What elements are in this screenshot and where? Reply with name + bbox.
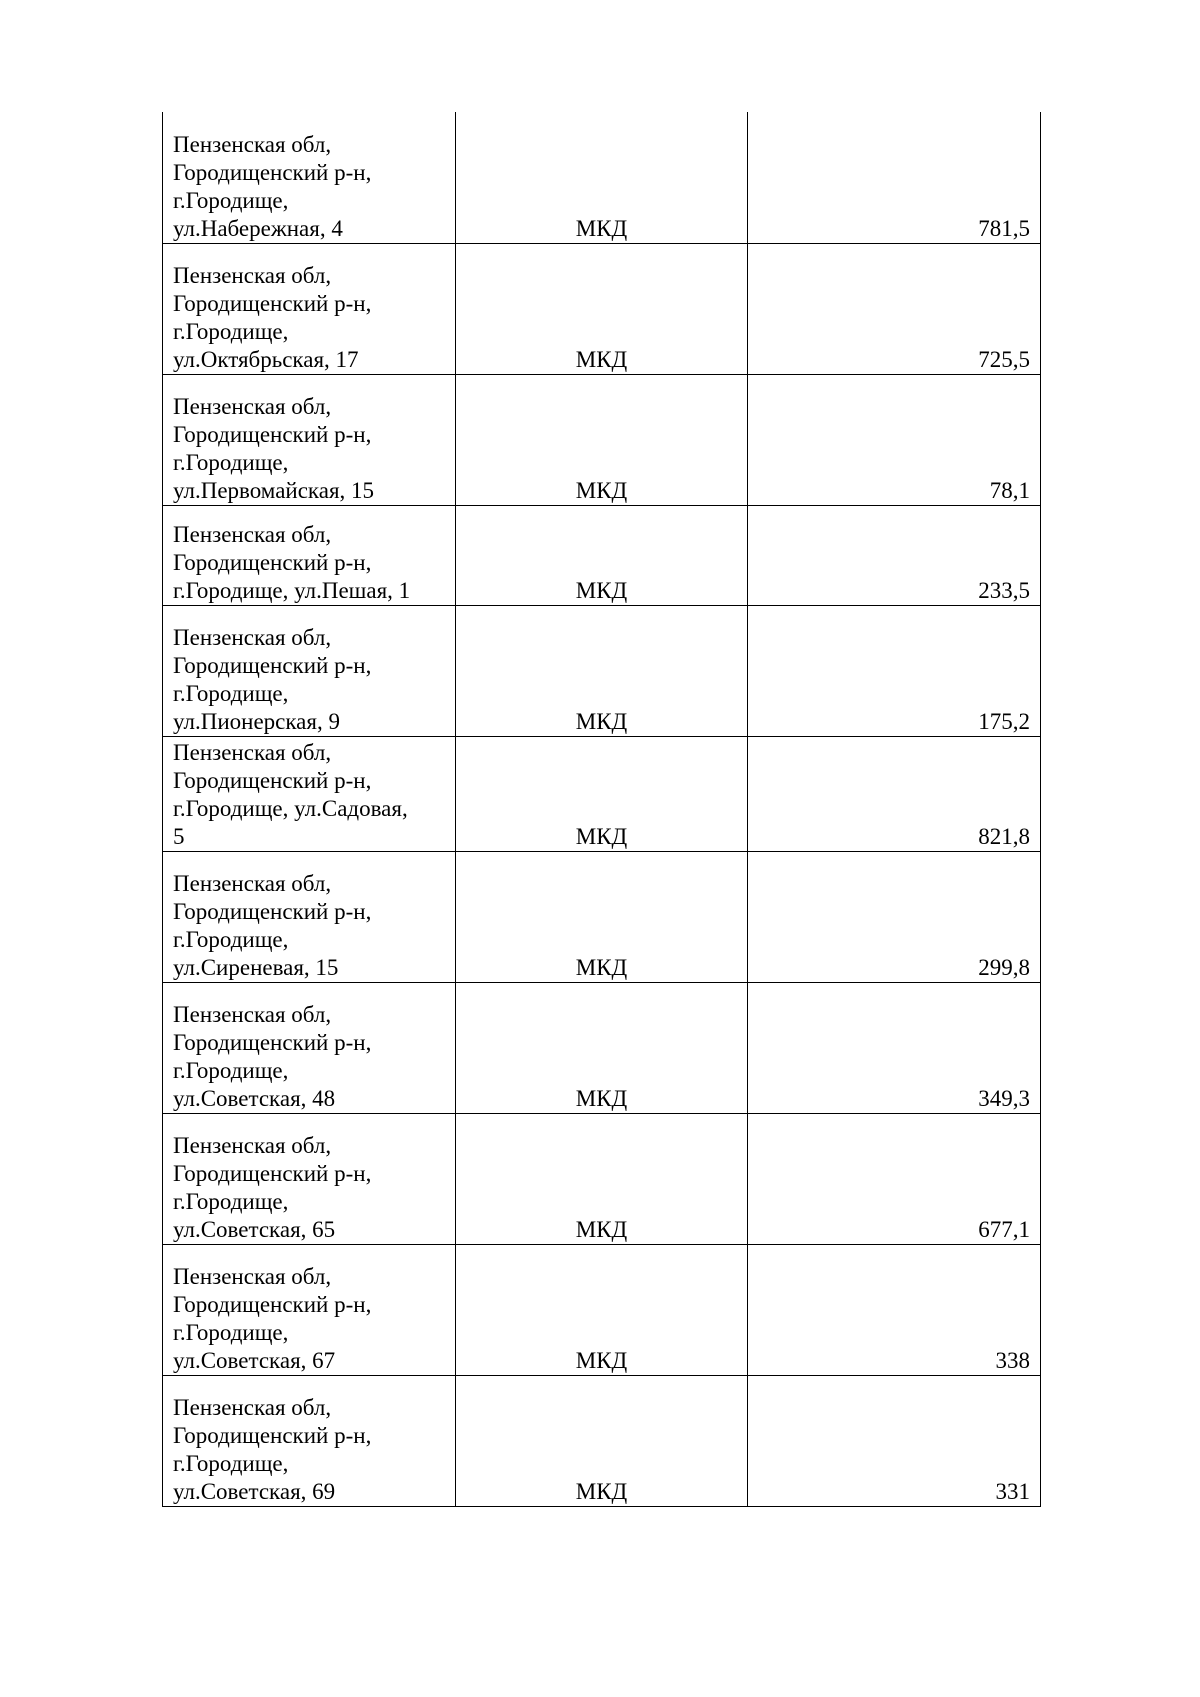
address-cell (163, 1113, 456, 1244)
object-type-cell: МКД (456, 112, 748, 243)
table-row (163, 605, 1041, 736)
address-line: Городищенский р-н, (173, 1029, 372, 1055)
address-line: Городищенский р-н, (173, 767, 372, 793)
address-line: Городищенский р-н, (173, 159, 372, 185)
address-line: ул.Сиреневая, 15 (173, 954, 339, 980)
address-line: г.Городище, ул.Пешая, 1 (173, 577, 411, 603)
address-line: г.Городище, (173, 680, 289, 706)
table-row (163, 1113, 1041, 1244)
address-line: Городищенский р-н, (173, 1291, 372, 1317)
address-line: ул.Советская, 48 (173, 1085, 336, 1111)
object-type-cell: МКД (456, 1113, 748, 1244)
address-line: ул.Советская, 67 (173, 1347, 336, 1373)
object-type-cell: МКД (456, 1244, 748, 1375)
address-line: г.Городище, (173, 926, 289, 952)
address-line: ул.Первомайская, 15 (173, 477, 375, 503)
address-line: Пензенская обл, (173, 739, 332, 765)
object-type-cell: МКД (456, 374, 748, 505)
address-line: Городищенский р-н, (173, 421, 372, 447)
address-line: Пензенская обл, (173, 521, 332, 547)
address-line: г.Городище, (173, 1319, 289, 1345)
table-row (163, 112, 1041, 243)
area-cell: 821,8 (748, 736, 1041, 851)
table-row (163, 505, 1041, 605)
address-line: Пензенская обл, (173, 870, 332, 896)
area-cell: 331 (748, 1375, 1041, 1506)
area-cell: 78,1 (748, 374, 1041, 505)
address-line: Пензенская обл, (173, 1001, 332, 1027)
address-cell (163, 605, 456, 736)
area-cell: 175,2 (748, 605, 1041, 736)
table-row (163, 736, 1041, 851)
area-cell: 677,1 (748, 1113, 1041, 1244)
area-cell: 233,5 (748, 505, 1041, 605)
address-line: ул.Пионерская, 9 (173, 708, 340, 734)
address-line: Пензенская обл, (173, 1263, 332, 1289)
table-row (163, 1375, 1041, 1506)
table-row (163, 851, 1041, 982)
address-cell (163, 1375, 456, 1506)
address-line: г.Городище, (173, 449, 289, 475)
address-line: г.Городище, (173, 318, 289, 344)
address-line: Пензенская обл, (173, 1132, 332, 1158)
address-line: Городищенский р-н, (173, 549, 372, 575)
table-row (163, 982, 1041, 1113)
area-cell: 338 (748, 1244, 1041, 1375)
address-line: г.Городище, (173, 1450, 289, 1476)
table-row (163, 374, 1041, 505)
address-line: ул.Советская, 69 (173, 1478, 336, 1504)
area-cell: 299,8 (748, 851, 1041, 982)
address-line: Пензенская обл, (173, 131, 332, 157)
object-type-cell: МКД (456, 1375, 748, 1506)
object-type-cell: МКД (456, 505, 748, 605)
address-line: ул.Советская, 65 (173, 1216, 336, 1242)
object-type-cell: МКД (456, 982, 748, 1113)
table-body (163, 112, 1041, 1506)
address-cell (163, 505, 456, 605)
area-cell: 349,3 (748, 982, 1041, 1113)
address-line: Пензенская обл, (173, 624, 332, 650)
area-cell: 781,5 (748, 112, 1041, 243)
address-cell (163, 243, 456, 374)
address-line: г.Городище, (173, 187, 289, 213)
address-line: Городищенский р-н, (173, 1422, 372, 1448)
property-table (162, 112, 1041, 1507)
object-type-cell: МКД (456, 605, 748, 736)
address-line: Пензенская обл, (173, 262, 332, 288)
address-line: ул.Октябрьская, 17 (173, 346, 359, 372)
address-line: г.Городище, ул.Садовая, (173, 795, 408, 821)
area-cell: 725,5 (748, 243, 1041, 374)
address-line: Городищенский р-н, (173, 898, 372, 924)
table-row (163, 1244, 1041, 1375)
address-line: Пензенская обл, (173, 1394, 332, 1420)
object-type-cell: МКД (456, 736, 748, 851)
address-cell (163, 1244, 456, 1375)
address-line: г.Городище, (173, 1188, 289, 1214)
address-cell (163, 982, 456, 1113)
address-cell (163, 112, 456, 243)
address-cell (163, 736, 456, 851)
address-line: Пензенская обл, (173, 393, 332, 419)
object-type-cell: МКД (456, 851, 748, 982)
address-line: ул.Набережная, 4 (173, 215, 343, 241)
address-cell (163, 851, 456, 982)
address-line: Городищенский р-н, (173, 652, 372, 678)
address-line: 5 (173, 823, 185, 849)
object-type-cell: МКД (456, 243, 748, 374)
address-line: Городищенский р-н, (173, 1160, 372, 1186)
table-row (163, 243, 1041, 374)
address-cell (163, 374, 456, 505)
address-line: г.Городище, (173, 1057, 289, 1083)
address-line: Городищенский р-н, (173, 290, 372, 316)
